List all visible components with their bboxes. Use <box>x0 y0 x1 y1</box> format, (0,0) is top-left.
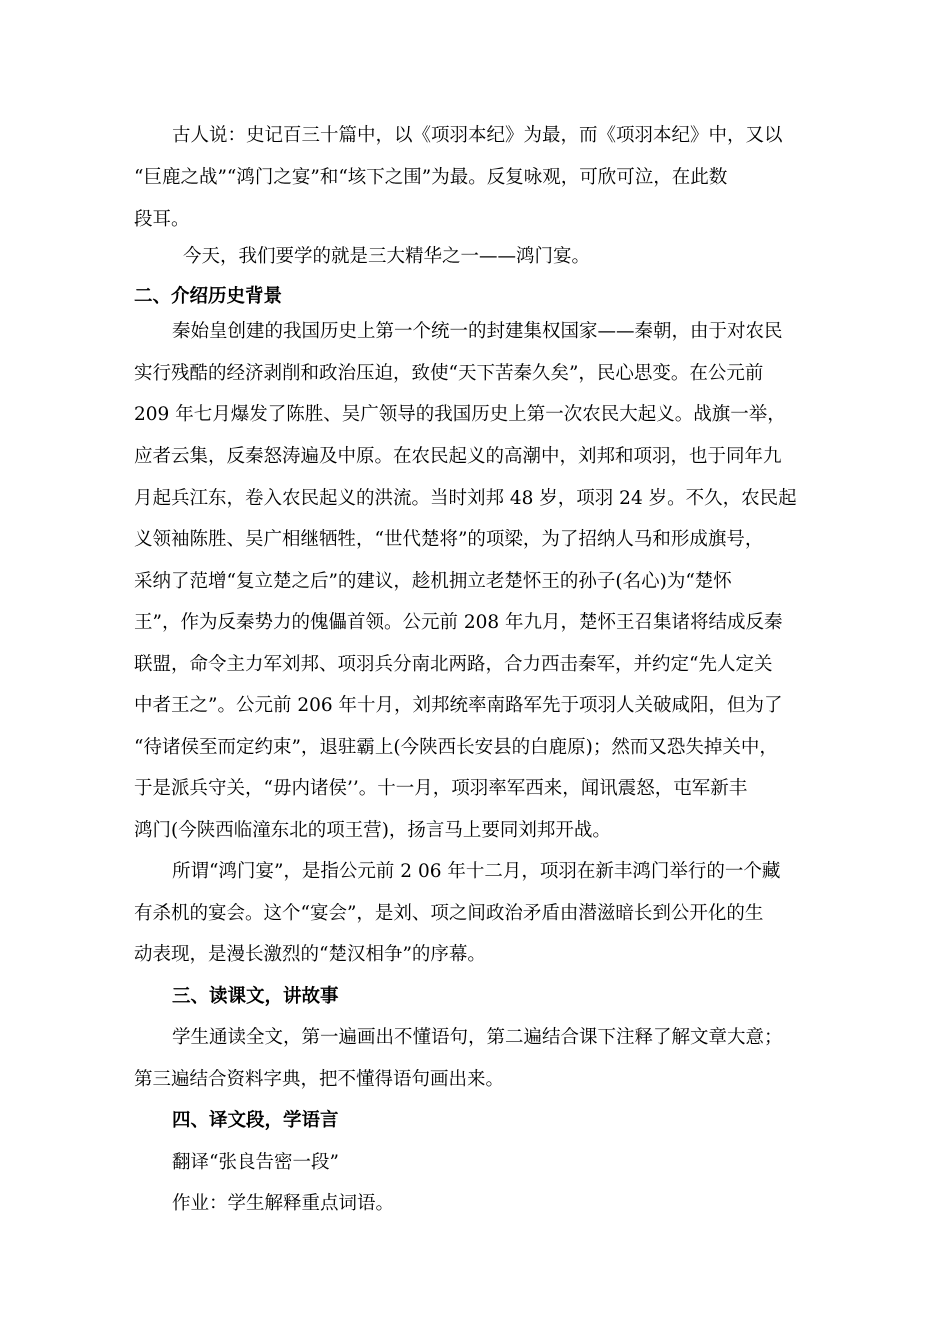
section-2-heading: 二、介绍历史背景 <box>134 286 283 307</box>
section-3-heading: 三、读课文，讲故事 <box>172 986 339 1007</box>
hongmen-para-line: 所谓“鸿门宴”，是指公元前 2 06 年十二月，项羽在新丰鸿门举行的一个藏 <box>172 861 781 882</box>
background-para-line: 于是派兵守关，“毋内诸侯’’。十一月，项羽率军西来，闻讯震怒，屯军新丰 <box>134 778 748 799</box>
background-para-line: 采纳了范增“复立楚之后”的建议，趁机拥立老楚怀王的孙子(名心)为“楚怀 <box>134 571 732 592</box>
background-para-line: 联盟，命令主力军刘邦、项羽兵分南北两路，合力西击秦军，并约定“先人定关 <box>134 654 773 675</box>
background-para-line: 实行残酷的经济剥削和政治压迫，致使“天下苦秦久矣”，民心思变。在公元前 <box>134 363 764 384</box>
reading-instruction-line: 第三遍结合资料字典，把不懂得语句画出来。 <box>134 1069 505 1090</box>
background-para-line: 秦始皇创建的我国历史上第一个统一的封建集权国家——秦朝，由于对农民 <box>172 321 783 342</box>
translation-task: 翻译“张良告密一段” <box>172 1152 339 1173</box>
intro-line-2: “巨鹿之战”“鸿门之宴”和“垓下之围”为最。反复咏观，可欣可泣，在此数 <box>134 167 728 188</box>
background-para-line: “待诸侯至而定约束”，退驻霸上(今陕西长安县的白鹿原)；然而又恐失掉关中， <box>134 737 778 758</box>
hongmen-para-line: 有杀机的宴会。这个“宴会”，是刘、项之间政治矛盾由潜滋暗长到公开化的生 <box>134 903 764 924</box>
background-para-line: 义领袖陈胜、吴广相继牺牲，“世代楚将”的项梁，为了招纳人马和形成旗号， <box>134 529 764 550</box>
homework-task: 作业：学生解释重点词语。 <box>172 1193 395 1214</box>
intro-today-line: 今天，我们要学的就是三大精华之一——鸿门宴。 <box>183 246 591 267</box>
section-4-heading: 四、译文段，学语言 <box>172 1110 339 1131</box>
intro-line-3: 段耳。 <box>134 209 190 230</box>
background-para-line: 中者王之”。公元前 206 年十月，刘邦统率南路军先于项羽人关破咸阳，但为了 <box>134 695 783 716</box>
background-para-line: 鸿门(今陕西临潼东北的项王营)，扬言马上要同刘邦开战。 <box>134 820 611 841</box>
hongmen-para-line: 动表现，是漫长激烈的“楚汉相争”的序幕。 <box>134 944 486 965</box>
background-para-line: 月起兵江东，卷入农民起义的洪流。当时刘邦 48 岁，项羽 24 岁。不久，农民起 <box>134 488 797 509</box>
intro-line-1: 古人说：史记百三十篇中，以《项羽本纪》为最，而《项羽本纪》中，又以 <box>172 125 783 146</box>
reading-instruction-line: 学生通读全文，第一遍画出不懂语句，第二遍结合课下注释了解文章大意； <box>172 1027 783 1048</box>
background-para-line: 209 年七月爆发了陈胜、吴广领导的我国历史上第一次农民大起义。战旗一举， <box>134 404 786 425</box>
background-para-line: 王”，作为反秦势力的傀儡首领。公元前 208 年九月，楚怀王召集诸将结成反秦 <box>134 612 783 633</box>
background-para-line: 应者云集，反秦怒涛遍及中原。在农民起义的高潮中，刘邦和项羽，也于同年九 <box>134 446 782 467</box>
